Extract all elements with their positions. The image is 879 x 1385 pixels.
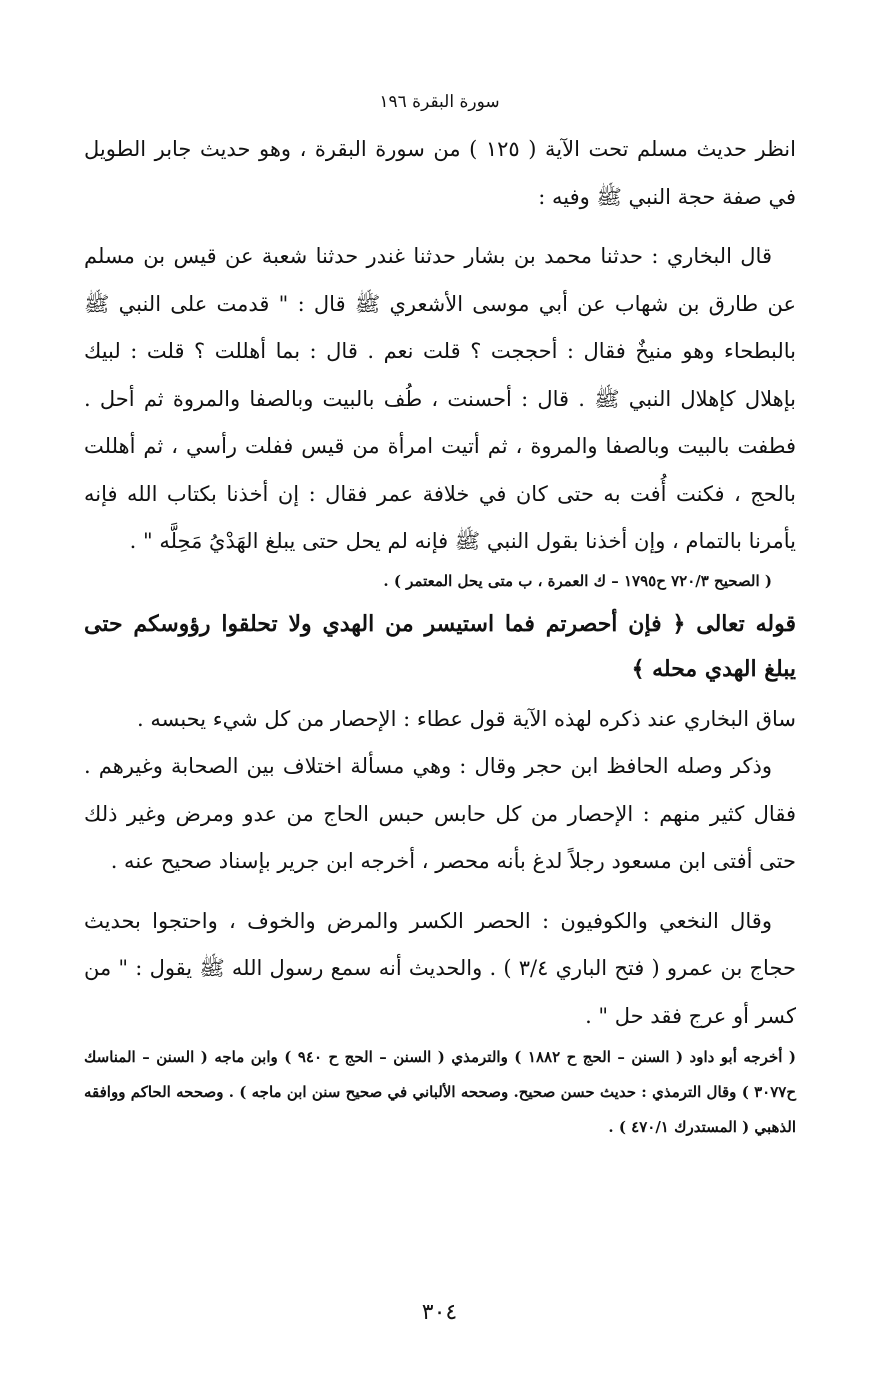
spacer xyxy=(84,886,796,898)
citation-sahih: ( الصحيح ٧٢٠/٣ ح١٧٩٥ – ك العمرة ، ب متى يحل المعتمر ) . xyxy=(383,571,772,590)
paragraph-ibn-hajar: وذكر وصله الحافظ ابن حجر وقال : وهي مسألة اختلاف بين الصحابة وغيرهم . فقال كثير منهم : الإحصار من كل حابس حبس الحاج من عدو ومرض وغير ذلك حتى أفتى ابن مسعود رجلاً لدغ بأنه محصر ، أخرجه ابن جرير بإسناد صحيح عنه . xyxy=(84,754,796,873)
paragraph-bukhari-hadith: قال البخاري : حدثنا محمد بن بشار حدثنا غندر حدثنا شعبة عن قيس بن مسلم عن طارق بن شهاب عن أبي موسى الأشعري ﷺ قال : " قدمت على النبي ﷺ بالبطحاء وهو منيخٌ فقال : أحججت ؟ قلت نعم . قال : بما أهللت ؟ قلت : لبيك بإهلال كإهلال النبي ﷺ . قال : أحسنت ، طُف بالبيت وبالصفا والمروة ثم أحل . فطفت بالبيت وبالصفا والمروة ، ثم أتيت امرأة من قيس ففلت رأسي ، ثم أهللت بالحج ، فكنت أُفت به حتى كان في خلافة عمر فقال : إن أخذنا بكتاب الله فإنه يأمرنا بالتمام ، وإن أخذنا بقول النبي ﷺ فإنه لم يحل حتى يبلغ الهَدْيُ مَحِلَّه " . xyxy=(84,244,796,553)
page-body xyxy=(84,126,796,1145)
verse-heading: قوله تعالى ﴿ فإن أحصرتم فما استيسر من الهدي ولا تحلقوا رؤوسكم حتى يبلغ الهدي محله ﴾ xyxy=(84,610,796,682)
paragraph-ata: ساق البخاري عند ذكره لهذه الآية قول عطاء : الإحصار من كل شيء يحبسه . xyxy=(137,706,796,731)
paragraph-nakhai: وقال النخعي والكوفيون : الحصر الكسر والمرض والخوف ، واحتجوا بحديث حجاج بن عمرو ( فتح الباري ٣/٤ ) . والحديث أنه سمع رسول الله ﷺ يقول : " من كسر أو عرج فقد حل " . xyxy=(84,908,796,1028)
spacer xyxy=(84,221,796,233)
paragraph-intro: انظر حديث مسلم تحت الآية ( ١٢٥ ) من سورة البقرة ، وهو حديث جابر الطويل في صفة حجة النبي ﷺ وفيه : xyxy=(84,137,796,209)
footnote-takhrij: ( أخرجه أبو داود ( السنن – الحج ح ١٨٨٢ ) والترمذي ( السنن – الحج ح ٩٤٠ ) وابن ماجه ( السنن – المناسك ح٣٠٧٧ ) وقال الترمذي : حديث حسن صحيح. وصححه الألباني في صحيح سنن ابن ماجه ) . وصححه الحاكم ووافقه الذهبي ( المستدرك ٤٧٠/١ ) . xyxy=(84,1048,796,1136)
running-header: سورة البقرة ١٩٦ xyxy=(379,92,500,112)
page-number: ٣٠٤ xyxy=(421,1300,458,1325)
